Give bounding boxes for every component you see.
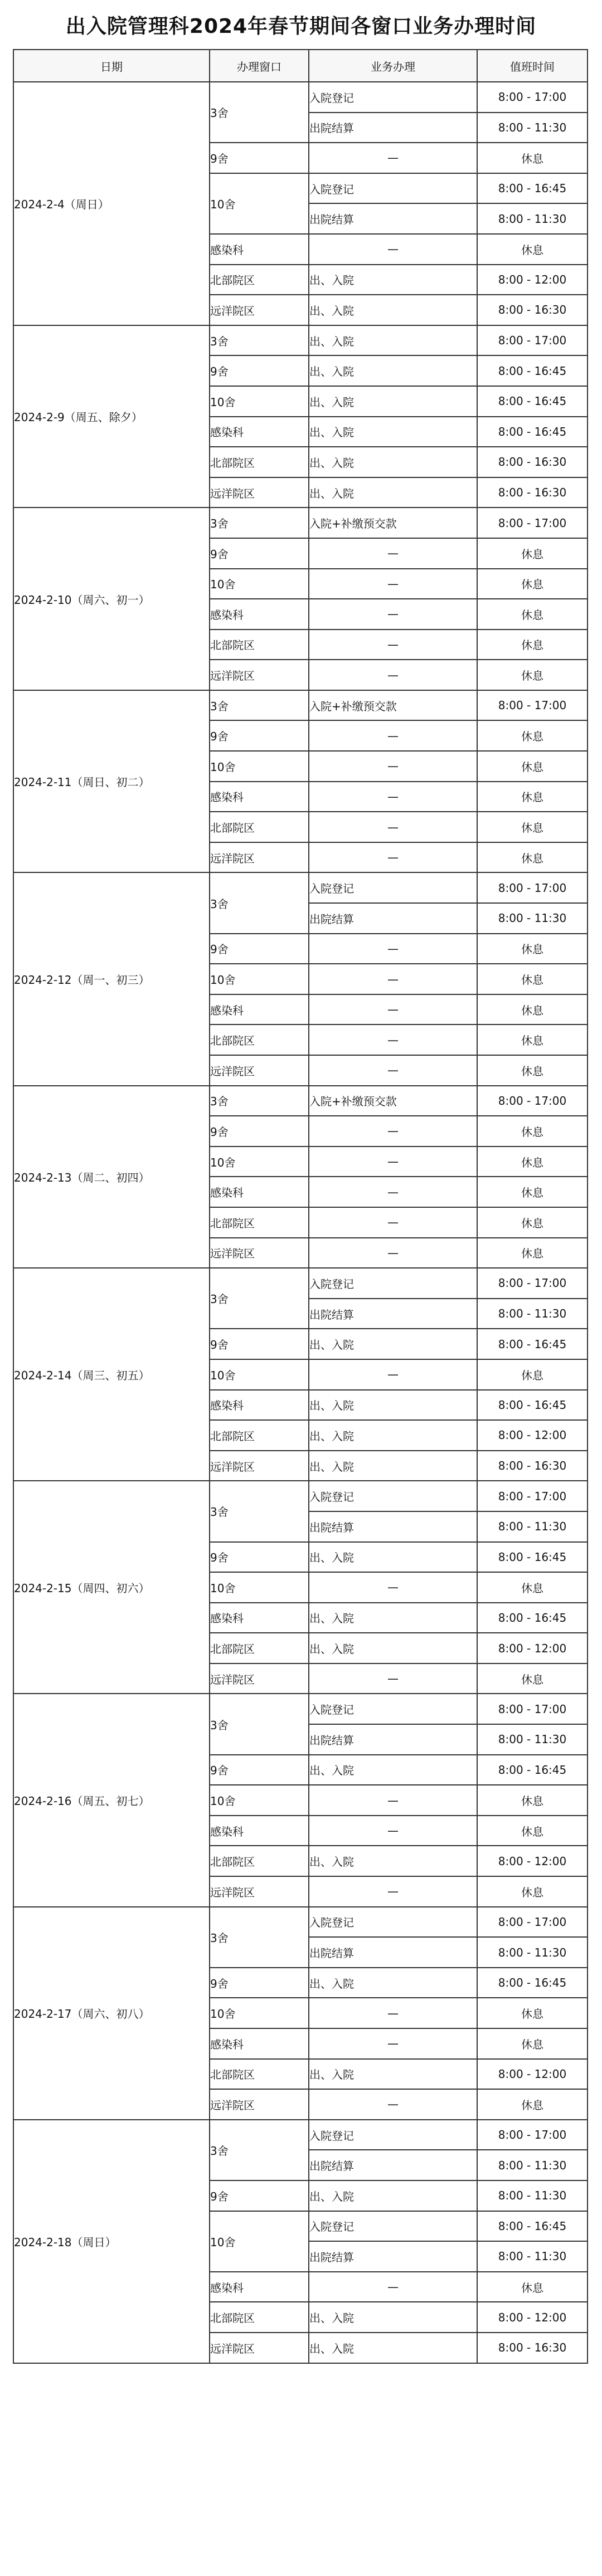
hours-cell: 8:00 - 17:00 (477, 82, 588, 113)
hours-cell: 休息 (477, 812, 588, 842)
window-cell: 远洋院区 (210, 1663, 309, 1694)
window-cell: 10舍 (210, 751, 309, 782)
hours-cell: 休息 (477, 1359, 588, 1390)
window-cell: 感染科 (210, 234, 309, 265)
hours-cell: 8:00 - 16:30 (477, 2333, 588, 2363)
hours-cell: 8:00 - 16:45 (477, 1390, 588, 1421)
business-cell: 出、入院 (309, 355, 477, 386)
business-cell: 出、入院 (309, 447, 477, 477)
business-cell: — (309, 751, 477, 782)
table-row (13, 1268, 588, 1299)
hours-cell: 8:00 - 12:00 (477, 1420, 588, 1451)
window-cell: 3舍 (210, 325, 309, 356)
business-cell: 出、入院 (309, 1755, 477, 1785)
hours-cell: 8:00 - 11:30 (477, 2241, 588, 2272)
window-cell: 感染科 (210, 1816, 309, 1846)
business-cell: — (309, 2028, 477, 2059)
window-cell: 远洋院区 (210, 2089, 309, 2120)
window-cell: 感染科 (210, 1603, 309, 1633)
hours-cell: 8:00 - 12:00 (477, 1846, 588, 1876)
hours-cell: 8:00 - 16:45 (477, 2211, 588, 2242)
business-cell: — (309, 812, 477, 842)
business-cell: 出、入院 (309, 1633, 477, 1663)
date-cell: 2024-2-17（周六、初八） (13, 1907, 210, 2120)
business-cell: 出院结算 (309, 1724, 477, 1755)
window-cell: 北部院区 (210, 265, 309, 295)
window-cell: 10舍 (210, 1785, 309, 1816)
business-cell: — (309, 1785, 477, 1816)
hours-cell: 休息 (477, 2272, 588, 2302)
date-cell: 2024-2-15（周四、初六） (13, 1481, 210, 1694)
business-cell: 出、入院 (309, 1390, 477, 1421)
business-cell: 出院结算 (309, 903, 477, 934)
window-cell: 9舍 (210, 1542, 309, 1573)
window-cell: 3舍 (210, 508, 309, 538)
business-cell: — (309, 842, 477, 873)
business-cell: 出、入院 (309, 1542, 477, 1573)
window-cell: 10舍 (210, 2211, 309, 2272)
hours-cell: 休息 (477, 2089, 588, 2120)
hours-cell: 8:00 - 11:30 (477, 2150, 588, 2180)
hours-cell: 8:00 - 16:45 (477, 1603, 588, 1633)
business-cell: — (309, 1876, 477, 1907)
hours-cell: 8:00 - 17:00 (477, 2120, 588, 2150)
window-cell: 10舍 (210, 1998, 309, 2028)
hours-cell: 8:00 - 12:00 (477, 2059, 588, 2090)
window-cell: 9舍 (210, 720, 309, 751)
hours-cell: 8:00 - 16:30 (477, 447, 588, 477)
window-cell: 3舍 (210, 1086, 309, 1116)
hours-cell: 8:00 - 17:00 (477, 1481, 588, 1511)
business-cell: 入院登记 (309, 1481, 477, 1511)
business-cell: — (309, 630, 477, 660)
window-cell: 远洋院区 (210, 1451, 309, 1481)
business-cell: 入院登记 (309, 2120, 477, 2150)
table-row (13, 1694, 588, 1724)
business-cell: 出、入院 (309, 386, 477, 417)
hours-cell: 休息 (477, 630, 588, 660)
hours-cell: 8:00 - 17:00 (477, 1907, 588, 1938)
business-cell: 出、入院 (309, 1603, 477, 1633)
date-cell: 2024-2-16（周五、初七） (13, 1694, 210, 1906)
window-cell: 感染科 (210, 1390, 309, 1421)
window-cell: 9舍 (210, 355, 309, 386)
business-cell: 出院结算 (309, 1511, 477, 1542)
business-cell: 出、入院 (309, 1420, 477, 1451)
window-cell: 北部院区 (210, 447, 309, 477)
hours-cell: 休息 (477, 1663, 588, 1694)
date-cell: 2024-2-4（周日） (13, 82, 210, 325)
hours-cell: 8:00 - 11:30 (477, 1724, 588, 1755)
business-cell: 出、入院 (309, 1968, 477, 1998)
business-cell: — (309, 1024, 477, 1055)
hours-cell: 休息 (477, 143, 588, 173)
business-cell: — (309, 1998, 477, 2028)
business-cell: 出院结算 (309, 113, 477, 143)
business-cell: — (309, 1116, 477, 1146)
table-row (13, 690, 588, 721)
window-cell: 9舍 (210, 1968, 309, 1998)
hours-cell: 8:00 - 11:30 (477, 1299, 588, 1329)
business-cell: 出院结算 (309, 2150, 477, 2180)
header-date: 日期 (13, 50, 210, 82)
table-row (13, 82, 588, 113)
business-cell: — (309, 782, 477, 812)
window-cell: 远洋院区 (210, 842, 309, 873)
business-cell: — (309, 143, 477, 173)
hours-cell: 休息 (477, 842, 588, 873)
window-cell: 感染科 (210, 994, 309, 1025)
table-row (13, 1481, 588, 1511)
window-cell: 感染科 (210, 417, 309, 447)
window-cell: 9舍 (210, 1116, 309, 1146)
business-cell: 出、入院 (309, 2333, 477, 2363)
business-cell: — (309, 538, 477, 569)
business-cell: 出、入院 (309, 295, 477, 325)
business-cell: 出院结算 (309, 203, 477, 234)
hours-cell: 休息 (477, 1238, 588, 1269)
hours-cell: 8:00 - 12:00 (477, 1633, 588, 1663)
table-header-row (13, 50, 588, 82)
window-cell: 北部院区 (210, 1024, 309, 1055)
window-cell: 3舍 (210, 1481, 309, 1541)
hours-cell: 8:00 - 16:45 (477, 1542, 588, 1573)
hours-cell: 8:00 - 11:30 (477, 1937, 588, 1968)
hours-cell: 8:00 - 16:30 (477, 295, 588, 325)
hours-cell: 休息 (477, 1024, 588, 1055)
hours-cell: 休息 (477, 1116, 588, 1146)
window-cell: 北部院区 (210, 812, 309, 842)
window-cell: 10舍 (210, 1146, 309, 1177)
hours-cell: 休息 (477, 782, 588, 812)
hours-cell: 休息 (477, 1146, 588, 1177)
business-cell: — (309, 1055, 477, 1086)
hours-cell: 休息 (477, 1876, 588, 1907)
business-cell: 出院结算 (309, 2241, 477, 2272)
table-row (13, 2120, 588, 2150)
window-cell: 感染科 (210, 2272, 309, 2302)
hours-cell: 8:00 - 11:30 (477, 113, 588, 143)
window-cell: 10舍 (210, 1359, 309, 1390)
hours-cell: 8:00 - 17:00 (477, 508, 588, 538)
window-cell: 远洋院区 (210, 295, 309, 325)
table-row (13, 872, 588, 903)
window-cell: 3舍 (210, 690, 309, 721)
business-cell: 入院登记 (309, 872, 477, 903)
business-cell: 入院登记 (309, 2211, 477, 2242)
hours-cell: 休息 (477, 660, 588, 690)
header-hours: 值班时间 (477, 50, 588, 82)
window-cell: 10舍 (210, 173, 309, 234)
date-cell: 2024-2-12（周一、初三） (13, 872, 210, 1085)
window-cell: 9舍 (210, 2180, 309, 2211)
table-row (13, 1086, 588, 1116)
window-cell: 9舍 (210, 538, 309, 569)
hours-cell: 8:00 - 16:30 (477, 1451, 588, 1481)
business-cell: 出、入院 (309, 417, 477, 447)
business-cell: 出、入院 (309, 325, 477, 356)
hours-cell: 8:00 - 12:00 (477, 2302, 588, 2333)
table-row (13, 1907, 588, 1938)
hours-cell: 8:00 - 16:45 (477, 355, 588, 386)
business-cell: — (309, 964, 477, 994)
header-business: 业务办理 (309, 50, 477, 82)
business-cell: — (309, 1816, 477, 1846)
window-cell: 3舍 (210, 2120, 309, 2180)
hours-cell: 休息 (477, 964, 588, 994)
window-cell: 9舍 (210, 1329, 309, 1359)
date-cell: 2024-2-13（周二、初四） (13, 1086, 210, 1269)
hours-cell: 8:00 - 16:30 (477, 477, 588, 508)
window-cell: 10舍 (210, 386, 309, 417)
hours-cell: 休息 (477, 2028, 588, 2059)
business-cell: 出、入院 (309, 1451, 477, 1481)
hours-cell: 休息 (477, 934, 588, 964)
hours-cell: 休息 (477, 234, 588, 265)
business-cell: — (309, 234, 477, 265)
business-cell: — (309, 1572, 477, 1603)
window-cell: 3舍 (210, 1268, 309, 1329)
date-cell: 2024-2-9（周五、除夕） (13, 325, 210, 508)
hours-cell: 8:00 - 11:30 (477, 2180, 588, 2211)
window-cell: 远洋院区 (210, 477, 309, 508)
page-title: 出入院管理科2024年春节期间各窗口业务办理时间 (65, 14, 537, 38)
hours-cell: 8:00 - 11:30 (477, 1511, 588, 1542)
hours-cell: 休息 (477, 1816, 588, 1846)
business-cell: — (309, 1238, 477, 1269)
schedule-table (13, 49, 588, 2364)
window-cell: 10舍 (210, 569, 309, 599)
window-cell: 远洋院区 (210, 1055, 309, 1086)
business-cell: 出、入院 (309, 477, 477, 508)
window-cell: 远洋院区 (210, 1876, 309, 1907)
window-cell: 9舍 (210, 1755, 309, 1785)
table-row (13, 508, 588, 538)
business-cell: 入院登记 (309, 173, 477, 204)
business-cell: 出、入院 (309, 2180, 477, 2211)
business-cell: 入院登记 (309, 1268, 477, 1299)
table-row (13, 325, 588, 356)
hours-cell: 8:00 - 16:45 (477, 417, 588, 447)
business-cell: — (309, 2272, 477, 2302)
business-cell: 出、入院 (309, 1329, 477, 1359)
business-cell: 出、入院 (309, 2302, 477, 2333)
hours-cell: 8:00 - 17:00 (477, 872, 588, 903)
hours-cell: 8:00 - 16:45 (477, 1329, 588, 1359)
business-cell: — (309, 1177, 477, 1207)
date-cell: 2024-2-18（周日） (13, 2120, 210, 2363)
hours-cell: 8:00 - 17:00 (477, 1694, 588, 1724)
business-cell: 出、入院 (309, 2059, 477, 2090)
business-cell: — (309, 1359, 477, 1390)
business-cell: 出院结算 (309, 1299, 477, 1329)
hours-cell: 8:00 - 17:00 (477, 325, 588, 356)
hours-cell: 休息 (477, 1207, 588, 1238)
hours-cell: 8:00 - 16:45 (477, 1968, 588, 1998)
business-cell: — (309, 1663, 477, 1694)
hours-cell: 8:00 - 12:00 (477, 265, 588, 295)
business-cell: — (309, 720, 477, 751)
header-window: 办理窗口 (210, 50, 309, 82)
window-cell: 远洋院区 (210, 660, 309, 690)
window-cell: 3舍 (210, 1694, 309, 1754)
window-cell: 远洋院区 (210, 2333, 309, 2363)
window-cell: 感染科 (210, 2028, 309, 2059)
hours-cell: 8:00 - 17:00 (477, 690, 588, 721)
business-cell: 入院+补缴预交款 (309, 1086, 477, 1116)
business-cell: — (309, 1146, 477, 1177)
window-cell: 9舍 (210, 143, 309, 173)
hours-cell: 休息 (477, 994, 588, 1025)
window-cell: 感染科 (210, 599, 309, 630)
window-cell: 3舍 (210, 1907, 309, 1968)
window-cell: 10舍 (210, 964, 309, 994)
hours-cell: 休息 (477, 1998, 588, 2028)
business-cell: — (309, 599, 477, 630)
window-cell: 感染科 (210, 1177, 309, 1207)
hours-cell: 8:00 - 16:45 (477, 1755, 588, 1785)
hours-cell: 休息 (477, 569, 588, 599)
business-cell: — (309, 934, 477, 964)
window-cell: 3舍 (210, 82, 309, 143)
window-cell: 北部院区 (210, 2059, 309, 2090)
business-cell: — (309, 569, 477, 599)
date-cell: 2024-2-11（周日、初二） (13, 690, 210, 873)
window-cell: 北部院区 (210, 1846, 309, 1876)
business-cell: — (309, 2089, 477, 2120)
hours-cell: 休息 (477, 599, 588, 630)
window-cell: 北部院区 (210, 630, 309, 660)
business-cell: — (309, 660, 477, 690)
hours-cell: 8:00 - 17:00 (477, 1086, 588, 1116)
hours-cell: 休息 (477, 538, 588, 569)
date-cell: 2024-2-10（周六、初一） (13, 508, 210, 690)
date-cell: 2024-2-14（周三、初五） (13, 1268, 210, 1481)
business-cell: 入院+补缴预交款 (309, 508, 477, 538)
business-cell: 入院登记 (309, 82, 477, 113)
hours-cell: 休息 (477, 1785, 588, 1816)
window-cell: 9舍 (210, 934, 309, 964)
business-cell: 入院+补缴预交款 (309, 690, 477, 721)
business-cell: 出院结算 (309, 1937, 477, 1968)
business-cell: 入院登记 (309, 1694, 477, 1724)
business-cell: 入院登记 (309, 1907, 477, 1938)
hours-cell: 休息 (477, 751, 588, 782)
hours-cell: 8:00 - 11:30 (477, 203, 588, 234)
hours-cell: 休息 (477, 1572, 588, 1603)
hours-cell: 8:00 - 16:45 (477, 173, 588, 204)
schedule-body (13, 82, 588, 2363)
window-cell: 远洋院区 (210, 1238, 309, 1269)
hours-cell: 休息 (477, 720, 588, 751)
hours-cell: 休息 (477, 1177, 588, 1207)
business-cell: — (309, 994, 477, 1025)
window-cell: 北部院区 (210, 2302, 309, 2333)
window-cell: 北部院区 (210, 1207, 309, 1238)
business-cell: — (309, 1207, 477, 1238)
window-cell: 3舍 (210, 872, 309, 933)
hours-cell: 8:00 - 11:30 (477, 903, 588, 934)
business-cell: 出、入院 (309, 265, 477, 295)
window-cell: 10舍 (210, 1572, 309, 1603)
window-cell: 感染科 (210, 782, 309, 812)
business-cell: 出、入院 (309, 1846, 477, 1876)
window-cell: 北部院区 (210, 1633, 309, 1663)
hours-cell: 8:00 - 16:45 (477, 386, 588, 417)
window-cell: 北部院区 (210, 1420, 309, 1451)
hours-cell: 8:00 - 17:00 (477, 1268, 588, 1299)
hours-cell: 休息 (477, 1055, 588, 1086)
